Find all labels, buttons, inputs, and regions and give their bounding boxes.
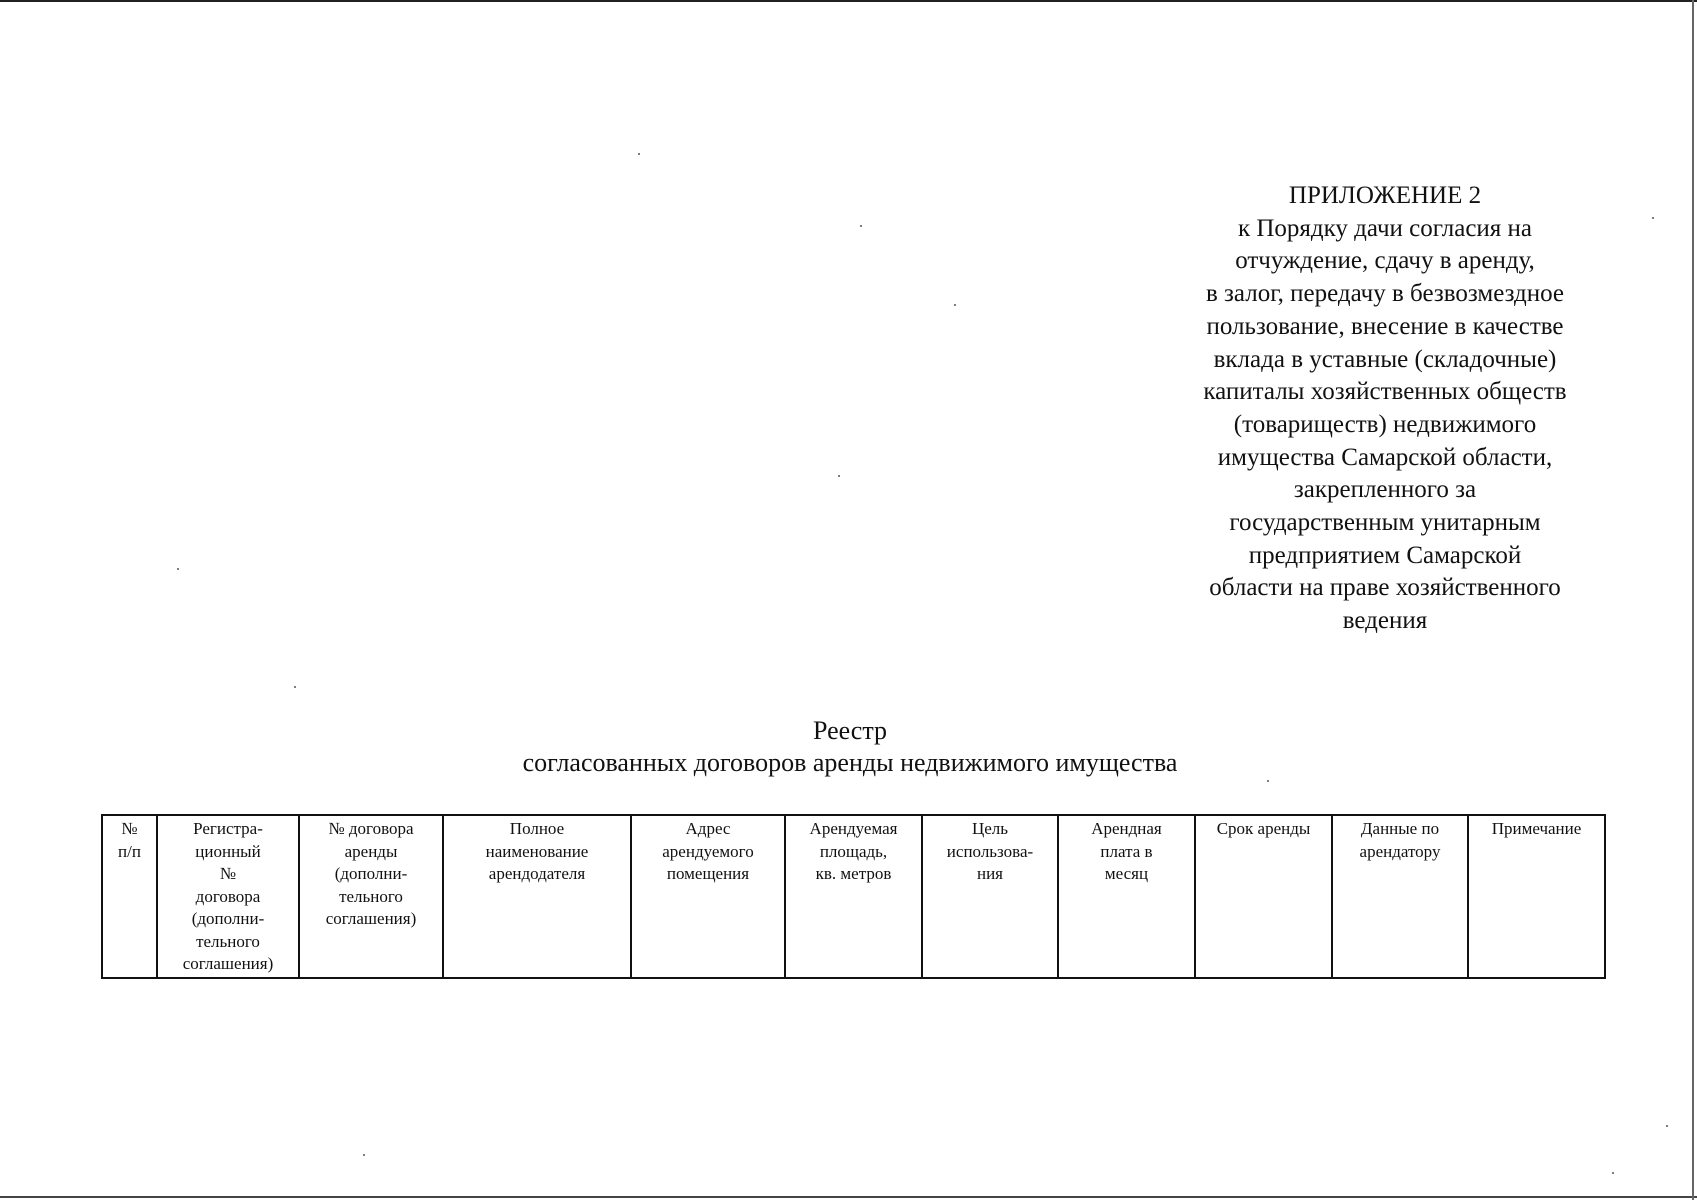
registry-heading <box>400 715 1300 779</box>
scan-bottom-edge <box>0 1196 1697 1198</box>
scan-speck <box>294 686 296 688</box>
header-line: ционный <box>195 841 261 861</box>
appendix-line: ведения <box>1342 607 1428 635</box>
scan-speck <box>954 304 956 306</box>
appendix-header <box>1160 180 1610 638</box>
col-registration-number <box>157 815 299 978</box>
table-header-row <box>102 815 1605 978</box>
appendix-line: (товариществ) недвижимого <box>1233 410 1537 438</box>
header-line: соглашения) <box>325 909 417 928</box>
appendix-line: государственным унитарным <box>1229 509 1541 537</box>
scan-speck <box>1666 1125 1668 1127</box>
appendix-line: закрепленного за <box>1293 476 1477 504</box>
scan-speck <box>1652 217 1654 219</box>
header-line: помещения <box>666 864 750 883</box>
lease-registry-table <box>101 814 1606 979</box>
scan-speck <box>1612 1172 1614 1174</box>
col-lessor-name <box>443 815 631 978</box>
header-line: соглашения) <box>182 954 274 973</box>
appendix-line: предприятием Самарской <box>1248 541 1522 569</box>
scan-speck <box>860 225 862 227</box>
scan-speck <box>363 1154 365 1156</box>
scan-speck <box>1267 780 1269 782</box>
appendix-line: имущества Самарской области, <box>1217 443 1553 471</box>
header-line: Арендуемая <box>809 819 898 838</box>
scan-speck <box>838 475 840 477</box>
header-line: плата в <box>1100 841 1153 861</box>
header-line: площадь, <box>819 841 888 861</box>
header-line: Данные по <box>1360 819 1440 838</box>
col-tenant-data <box>1332 815 1468 978</box>
appendix-title: ПРИЛОЖЕНИЕ 2 <box>1288 182 1482 209</box>
header-line: Регистра- <box>193 819 263 838</box>
appendix-line: отчуждение, сдачу в аренду, <box>1235 247 1535 275</box>
header-line: (дополни- <box>191 909 265 928</box>
scan-speck <box>638 153 640 155</box>
col-number <box>102 815 157 978</box>
header-line: Полное <box>509 819 565 838</box>
scan-top-edge <box>0 0 1697 2</box>
appendix-line: пользование, внесение в качестве <box>1206 312 1564 340</box>
header-line: аренды <box>344 841 398 861</box>
col-notes <box>1468 815 1605 978</box>
header-line: Примечание <box>1491 819 1582 838</box>
registry-subtitle: согласованных договоров аренды недвижимого имущества <box>522 748 1178 777</box>
header-line: арендуемого <box>662 841 754 861</box>
header-line: арендатору <box>1359 841 1441 861</box>
appendix-line: капиталы хозяйственных обществ <box>1203 378 1567 406</box>
header-line: п/п <box>118 841 141 861</box>
header-line: наименование <box>485 841 589 861</box>
col-lease-term <box>1195 815 1332 978</box>
col-lease-contract-number <box>299 815 443 978</box>
header-line: использова- <box>946 841 1034 861</box>
appendix-line: вклада в уставные (складочные) <box>1213 345 1557 373</box>
col-premises-address <box>631 815 785 978</box>
header-line: Цель <box>971 819 1009 838</box>
header-line: ния <box>976 864 1003 883</box>
header-line: № договора <box>328 819 414 838</box>
registry-title: Реестр <box>812 716 888 745</box>
appendix-line: в залог, передачу в безвозмездное <box>1205 280 1565 308</box>
appendix-line: к Порядку дачи согласия на <box>1237 214 1533 242</box>
scan-speck <box>177 568 179 570</box>
header-line: месяц <box>1104 864 1149 883</box>
appendix-line: области на праве хозяйственного <box>1209 574 1561 602</box>
scan-right-edge <box>1692 0 1694 1200</box>
header-line: № <box>219 864 237 883</box>
header-line: тельного <box>339 886 403 906</box>
header-line: № <box>121 819 138 838</box>
col-purpose-of-use <box>922 815 1058 978</box>
col-leased-area <box>785 815 922 978</box>
header-line: Срок аренды <box>1216 819 1311 838</box>
col-monthly-rent <box>1058 815 1195 978</box>
header-line: (дополни- <box>334 864 408 883</box>
header-line: кв. метров <box>815 864 892 883</box>
header-line: тельного <box>196 931 260 951</box>
header-line: Адрес <box>685 819 731 838</box>
header-line: арендодателя <box>488 864 586 883</box>
header-line: Арендная <box>1091 819 1162 838</box>
header-line: договора <box>195 886 261 906</box>
